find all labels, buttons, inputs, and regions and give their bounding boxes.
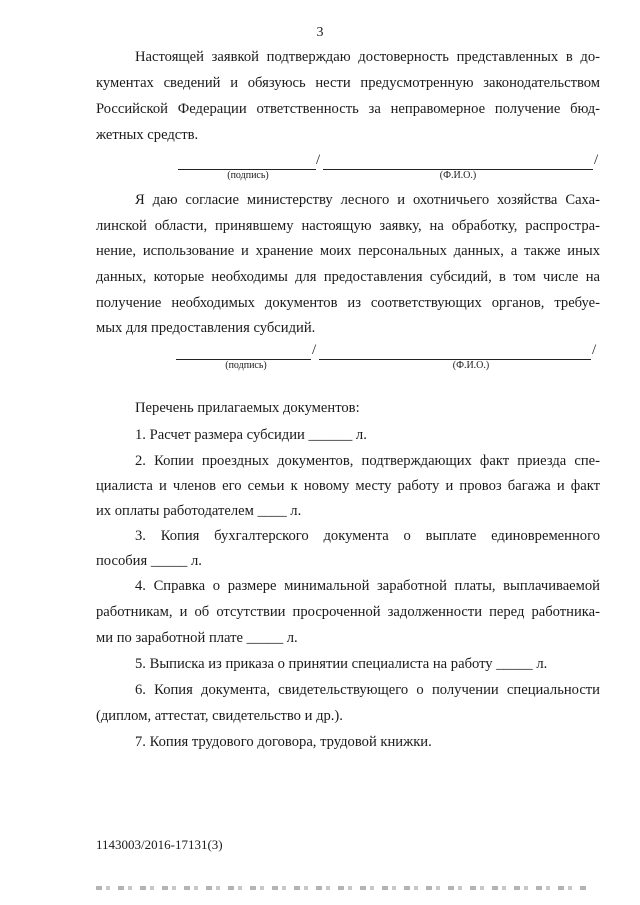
signature-line-2 <box>176 344 600 372</box>
list-item-7: 7. Копия трудового договора, трудовой книжки. <box>135 734 432 750</box>
name-blank <box>323 154 593 170</box>
para2-line-6: мых для предоставления субсидий. <box>96 320 316 336</box>
caption-name: (Ф.И.О.) <box>439 170 477 181</box>
list-title: Перечень прилагаемых документов: <box>135 400 360 416</box>
document-id: 1143003/2016-17131(3) <box>96 837 223 852</box>
para2-line-5: получение необходимых документов из соответствующих органов, требуе- <box>96 295 600 311</box>
caption-signature: (подпись) <box>227 170 269 181</box>
list-item-5: 5. Выписка из приказа о принятии специалиста на работу _____ л. <box>135 656 548 672</box>
list-item-2-line-2: циалиста и членов его семьи к новому месту работу и провоз багажа и факт <box>96 478 600 494</box>
name-blank <box>319 344 591 360</box>
list-item-6-line-2: (диплом, аттестат, свидетельство и др.). <box>96 708 343 724</box>
signature-blank <box>178 154 316 170</box>
list-item-2-line-3: их оплаты работодателем ____ л. <box>96 503 302 519</box>
caption-name: (Ф.И.О.) <box>452 360 490 371</box>
para2-line-2: линской области, принявшему настоящую заявку, на обработку, распростра- <box>96 218 600 234</box>
page-number: 3 <box>316 25 324 40</box>
list-item-3-line-2: пособия _____ л. <box>96 553 202 569</box>
list-item-2-line-1: 2. Копии проездных документов, подтверждающих факт приезда спе- <box>135 453 600 469</box>
caption-signature: (подпись) <box>225 360 267 371</box>
list-item-4-line-1: 4. Справка о размере минимальной заработной платы, выплачиваемой <box>135 578 600 594</box>
para1-line-4: жетных средств. <box>96 127 199 143</box>
signature-slash: / <box>312 342 317 358</box>
signature-slash: / <box>316 152 321 168</box>
signature-line-1 <box>178 154 602 182</box>
list-item-3-line-1: 3. Копия бухгалтерского документа о выплате единовременного <box>135 528 600 544</box>
para1-line-3: Российской Федерации ответственность за неправомерное получение бюд- <box>96 101 600 117</box>
para1-line-2: кументах сведений и обязуюсь нести предусмотренную законодательством <box>96 75 600 91</box>
signature-slash-end: / <box>592 342 597 358</box>
scan-artifact-footer <box>96 886 586 890</box>
para2-line-1: Я даю согласие министерству лесного и охотничьего хозяйства Саха- <box>135 192 600 208</box>
list-item-6-line-1: 6. Копия документа, свидетельствующего о получении специальности <box>135 682 600 698</box>
list-item-4-line-2: работникам, и об отсутствии просроченной задолженности перед работника- <box>96 604 600 620</box>
para1-line-1: Настоящей заявкой подтверждаю достоверность представленных в до- <box>135 49 600 65</box>
para2-line-3: нение, использование и хранение моих персональных данных, а также иных <box>96 243 600 259</box>
signature-slash-end: / <box>594 152 599 168</box>
list-item-1: 1. Расчет размера субсидии ______ л. <box>135 427 367 443</box>
list-item-4-line-3: ми по заработной плате _____ л. <box>96 630 298 646</box>
para2-line-4: данных, которые необходимы для предоставления субсидий, в том числе на <box>96 269 600 285</box>
signature-blank <box>176 344 311 360</box>
